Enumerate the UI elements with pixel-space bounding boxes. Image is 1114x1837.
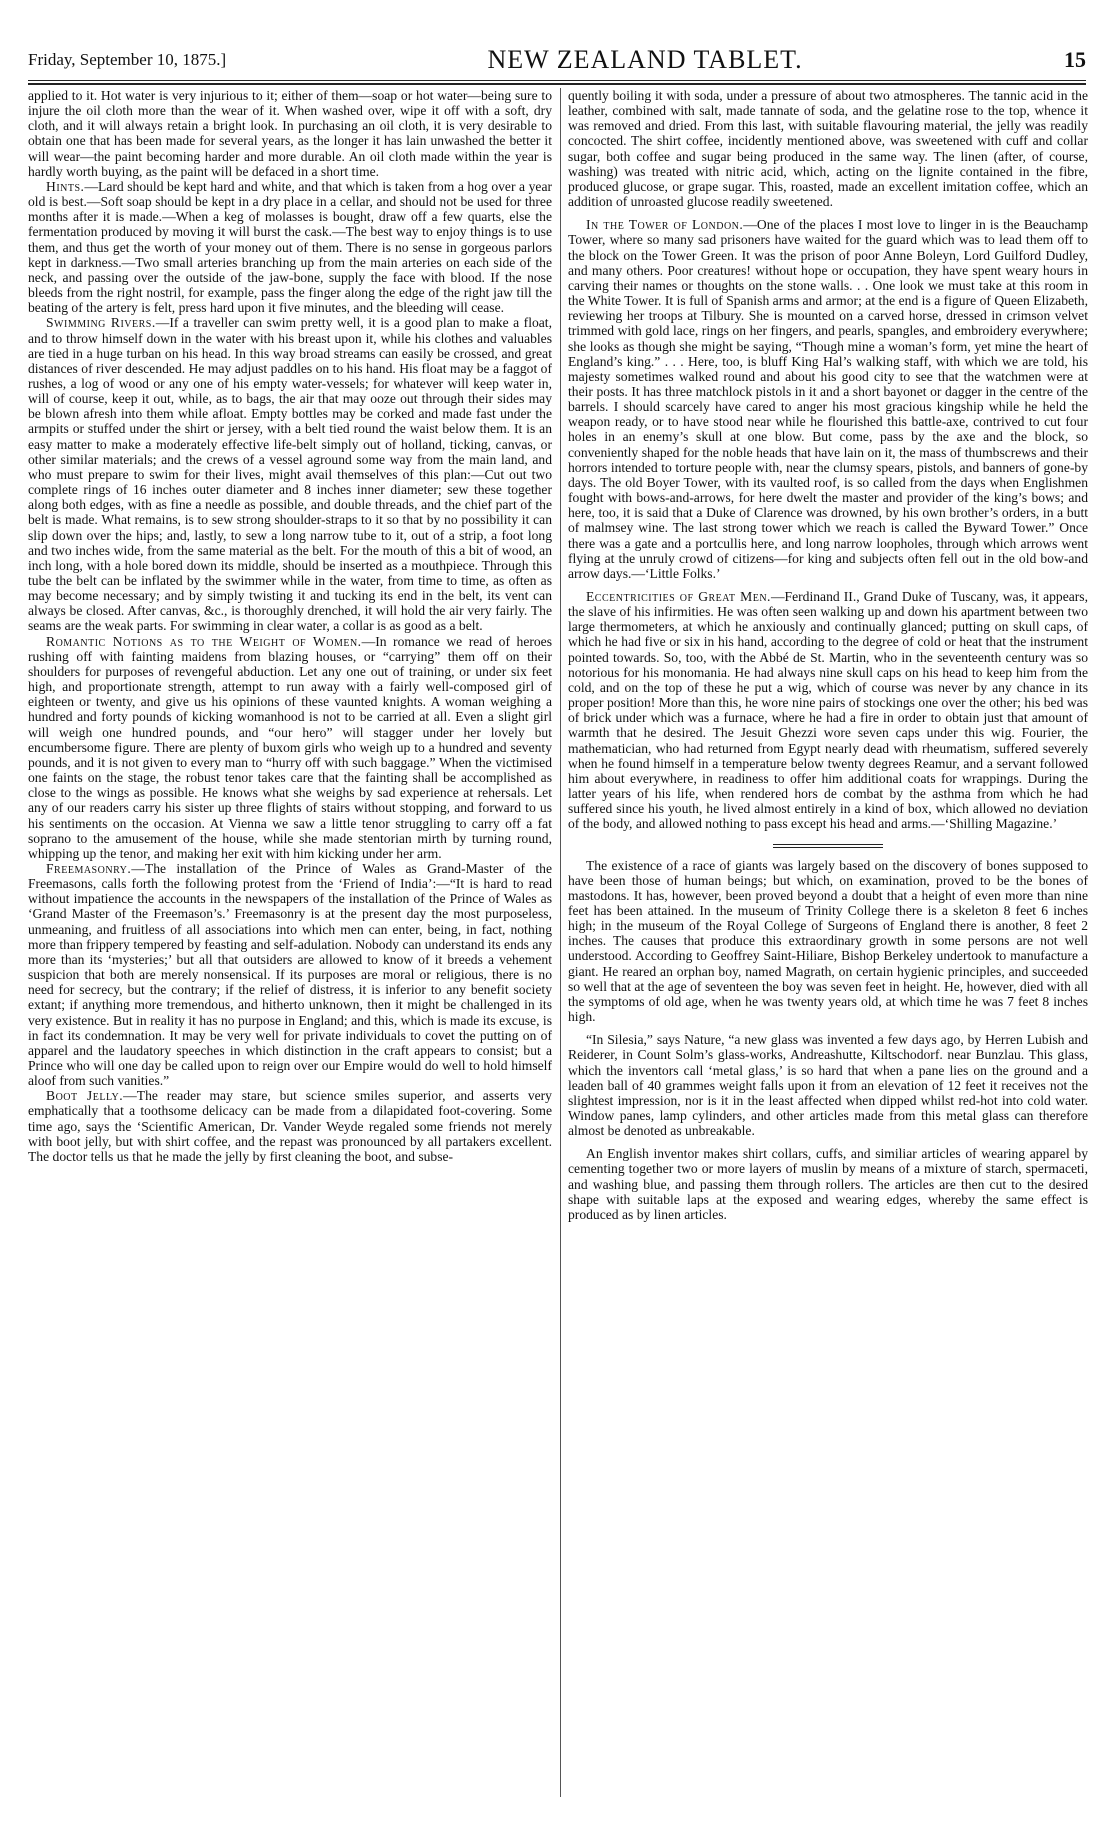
article-heading: In the Tower of London. [586, 217, 744, 233]
masthead-title: NEW ZEALAND TABLET. [487, 45, 803, 74]
page-header [28, 38, 1086, 82]
article-romantic-notions: Romantic Notions as to the Weight of Women.—In romance we read of heroes rushing off with fainting maidens from blazing houses, or “carrying” them off on their shoulders for purposes of revengeful abduction. Let any one out of training, or under six feet high, and proportionate strength, attempt to run away with a fairly well-composed girl of eighteen or twenty, and give us his opinions of these vaunted knights. A woman weighing a hundred and forty pounds of kicking womanhood is not to be carried at all. Even a slight girl will weigh one hundred pounds, and “our hero” will stagger under her lovely but encumbersome figure. There are plenty of buxom girls who weigh up to a hundred and seventy pounds, and it is not given to every man to “hurry off with such baggage.” When the victimised one faints on the stage, the robust tenor takes care that the fainting shall be accomplished as close to the wings as possible. He knows what she weighs by sad experience at rehersals. Let any of our readers carry his sister up three flights of stairs without stopping, and forward to us his sentiments on the occasion. At Vienna we saw a little tenor struggling to carry off a fat soprano to the amusement of the house, while she made stentorian mirth by turning round, whipping up the tenor, and making her exit with him kicking under her arm. [28, 633, 552, 861]
header-rule [28, 80, 1086, 81]
article-metal-glass: “In Silesia,” says Nature, “a new glass was invented a few days ago, by Herren Lubish and Reiderer, in Count Solm’s glass-works, Andreashutte, Kiltschodorf. near Bunzlau. This glass, which the inventors call ‘metal glass,’ is so hard that when a pane lies on the ground and a leaden ball of 40 grammes weight falls upon it from an elevation of 12 feet it receives not the slightest impression, nor is it in the least affected when dipped whilst red-hot into cold water. Window panes, lamp cylinders, and other articles made from this metal glass can therefore almost be denoted as unbreakable. [568, 1032, 1088, 1139]
article-heading: Freemasonry. [46, 860, 132, 876]
article-heading: Eccentricities of Great Men. [586, 589, 771, 604]
article-freemasonry: Freemasonry.—The installation of the Prince of Wales as Grand-Master of the Freemasons, calls forth the following protest from the ‘Friend of India’:—“It is hard to read without impatience the accounts in the newspapers of the installation of the Prince of Wales as ‘Grand Master of the Freemason’s.’ Freemasonry is at the present day the most purposeless, unmeaning, and fruitless of all associations into which men can enter, being, in fact, nothing more than frippery tempered by feasting and self-adulation. Nobody can understand its ends any more than its ‘mysteries;’ but all that outsiders are allowed to know of it breeds a vehement suspicion that both are merely nonsensical. If its purposes are moral or religious, there is no need for secrecy, but the contrary; if the relief of distress, it is inferior to any benefit society extant; if anything more tremendous, and hitherto unknown, then it might be challenged in its very existence. But in reality it has no purpose in England; and this, which is made its excuse, is in fact its condemnation. It may be very well for private individuals to covet the putting on of apparel and the laudatory speeches in which distinction in the craft appears to consist; but a Prince who will one day be called upon to reign over our Empire would do well to hold himself aloof from such vanities.” [28, 860, 552, 1089]
article-oil-cloth-continued: applied to it. Hot water is very injurious to it; either of them—soap or hot water—being sure to injure the oil cloth more than the wear of it. When washed over, wipe it off with a soft, dry cloth, and it will always retain a bright look. In purchasing an oil cloth, it is very desirable to obtain one that has been made for several years, as the longer it has lain unwashed the better it will wear—the paint becoming harder and more durable. An oil cloth made within the year is hardly worth buying, as the paint will be defaced in a short time. [28, 88, 552, 179]
page-number: 15 [1063, 47, 1086, 72]
article-shirt-collars: An English inventor makes shirt collars, cuffs, and similiar articles of wearing apparel by cementing together two or more layers of muslin by means of a mixture of starch, spermaceti, and washing blue, and passing them through rollers. The articles are then cut to the desired shape with suitable laps at the exposed and wearing edges, whereby the same effect is produced as by linen articles. [568, 1146, 1088, 1222]
column-divider [560, 88, 561, 1797]
article-heading: Hints. [46, 178, 85, 194]
article-boot-jelly-continued: quently boiling it with soda, under a pressure of about two atmospheres. The tannic acid in the leather, combined with salt, made tannate of soda, and the gelatine rose to the top, whence it was removed and dried. From this last, with suitable flavouring material, the jelly was readily concocted. The shirt coffee, incidently mentioned above, was sweetened with cuff and collar sugar, both coffee and sugar being produced in the same way. The linen (after, of course, washing) was treated with nitric acid, which, acting on the lignite contained in the fibre, produced glucose, or grape sugar. This, roasted, made an excellent imitation coffee, which an addition of unroasted glucose readily sweetened. [568, 88, 1088, 210]
right-column [568, 88, 1088, 1797]
article-boot-jelly: Boot Jelly.—The reader may stare, but science smiles superior, and asserts very emphatically that a toothsome delicacy can be made from a dilapidated foot-covering. Some time ago, says the ‘Scientific American, Dr. Vander Weyde regaled some friends not merely with boot jelly, but with shirt coffee, and the repast was pronounced by all partakers excellent. The doctor tells us that he made the jelly by first cleaning the boot, and subse- [28, 1088, 552, 1164]
article-swimming-rivers: Swimming Rivers.—If a traveller can swim pretty well, it is a good plan to make a float, and to throw himself down in the water with his breast upon it, while his clothes and valuables are tied in a huge turban on his head. In this way broad streams can easily be crossed, and great distances of river descended. He may adjust paddles on to his hand. His float may be a faggot of rushes, a log of wood or any one of his empty water-vessels; for whatever will keep water in, will of course, keep it out, while, as to bags, the air that may ooze out through their sides may be blown afresh into them while afloat. Empty bottles may be corked and made fast under the armpits or stuffed under the shirt or jersey, with a belt tied round the waist below them. It is an easy matter to make a moderately effective life-belt simply out of holland, ticking, canvas, or other similar materials; and the crews of a vessel aground some way from the main land, and who must prepare to swim for their lives, might avail themselves of this plan:—Cut out two complete rings of 16 inches outer diameter and 8 inches inner diameter; sew these together along both edges, with as fine a needle as possible, and double threads, and the chief part of the belt is made. What remains, is to sew strong shoulder-straps to it so that by no possibility it can slip down over the hips; and, lastly, to sew a long narrow tube to it, out of a strip, a foot long and two inches wide, from the same material as the belt. For the mouth of this a bit of wood, an inch long, with a hole bored down its middle, should be inserted as a mouthpiece. Through this tube the belt can be inflated by the swimmer while in the water, from time to time, as often as may become necessary; and by simply twisting it and tucking its end in the belt, its vent can always be closed. After canvas, &c., is thoroughly drenched, it will hold the air very fairly. The seams are the weak parts. For swimming in clear water, a collar is as good as a belt. [28, 315, 552, 634]
article-heading: Boot Jelly. [46, 1088, 124, 1104]
article-tower-of-london: In the Tower of London.—One of the places I most love to linger in is the Beauchamp Tower, where so many sad prisoners have waited for the guard which was to lead them off to the block on the Tower Green. It was the prison of poor Anne Boleyn, Lord Guilford Dudley, and many others. Poor creatures! without hope or occupation, they have spent weary hours in carving their names or thoughts on the stone walls. . . One look we must take at this room in the White Tower. It is full of Spanish arms and armor; at the end is a figure of Queen Elizabeth, reviewing her troops at Tilbury. She is mounted on a carved horse, dressed in crimson velvet trimmed with gold lace, rings on her fingers, and pearls, spangles, and embroidery everywhere; she looks as though she might be saying, “Though mine a woman’s form, yet mine the heart of England’s king.” . . . Here, too, is bluff King Hal’s walking staff, with which we are told, his majesty sometimes walked round and about his good city to see that the watchmen were at their posts. It has three matchlock pistols in it and a short bayonet or dagger in the centre of the barrels. I should scarcely have cared to anger his most gracious kingship while he held the weapon ready, or to have stood near while he flourished this battle-axe, contrived to cut four holes in an enemy’s skull at one blow. But come, pass by the axe and the block, so conveniently shaped for the noble heads that have lain on it, the mass of thumbscrews and their horrors intended to torture people with, near the clumsy spears, pistols, and banners of gone-by days. The old Boyer Tower, with its vaulted roof, is so called from the days when Englishmen fought with bows-and-arrows, for here dwelt the master and provider of the king’s bows; and here, too, it is said that a Duke of Clarence was drowned, by his own brother’s orders, in a butt of malmsey wine. The last strong tower which we reach is called the Byward Tower.” Once there was a gate and a portcullis here, and long narrow loopholes, through which arrows went flying at the unruly crowd of citizens—for king and subjects often fell out in the old bow-and arrow days.—‘Little Folks.’ [568, 217, 1088, 581]
left-column [28, 88, 552, 1797]
header-rule-thick [28, 83, 1086, 85]
article-eccentricities: Eccentricities of Great Men.—Ferdinand II., Grand Duke of Tuscany, was, it appears, the slave of his infirmities. He was often seen walking up and down his apartment between two large thermometers, at which he anxiously and continually glanced; putting on skull caps, of which he had five or six in his hand, according to the degree of cold or heat that the instrument pointed towards. So, too, with the Abbé de St. Martin, who in the seventeenth century was so notorious for his monomania. He had always nine skull caps on his head to keep him from the cold, and on the top of these he put a wig, which of course was never by any chance in its proper position! More than this, he wore nine pairs of stockings one over the other; his bed was of brick under which was a furnace, where he had a fire in order to obtain just that amount of warmth that he desired. The Jesuit Ghezzi wore seven caps under this wig. Fourier, the mathematician, who had returned from Egypt nearly dead with rheumatism, suffered severely when he found himself in a temperature below twenty degrees Reamur, and a servant followed him about everywhere, in readiness to offer him additional coats for wrappings. During the latter years of his life, when rendered hors de combat by the asthma from which he had suffered since his youth, he lived almost entirely in a kind of box, which allowed no deviation of the body, and allowed nothing to pass except his head and arms.—‘Shilling Magazine.’ [568, 589, 1088, 832]
article-hints: Hints.—Lard should be kept hard and white, and that which is taken from a hog over a year old is best.—Soft soap should be kept in a dry place in a cellar, and should not be used for three months after it is made.—When a keg of molasses is bought, draw off a few quarts, else the fermentation produced by moving it will burst the cask.—The best way to enjoy things is to use them, and thus get the worth of your money out of them. There is no sense in gorgeous parlors kept in darkness.—Two small arteries branching up from the main arteries on each side of the neck, and passing over the outside of the jaw-bone, supply the face with blood. If the nose bleeds from the right nostril, for example, pass the finger along the edge of the right jaw till the beating of the artery is felt, press hard upon it five minutes, and the bleeding will cease. [28, 178, 552, 316]
article-giants: The existence of a race of giants was largely based on the discovery of bones supposed to have been those of human beings; but which, on examination, proved to be the bones of mastodons. It has, however, been proved beyond a doubt that a height of even more than nine feet has been attained. In the museum of Trinity College there is a skeleton 8 feet 6 inches high; in the museum of the Royal College of Surgeons of England there is another, 8 feet 2 inches. The causes that produce this extraordinary growth in some persons are not well understood. According to Geoffrey Saint-Hiliare, Bishop Berkeley undertook to manufacture a giant. He reared an orphan boy, named Magrath, on certain hygienic principles, and succeeded so well that at the age of seventeen the boy was seven feet in height. He, however, died with all the symptoms of old age, when he was twenty years old, at which time he was 7 feet 8 inches high. [568, 857, 1088, 1025]
article-heading: Swimming Rivers. [46, 315, 156, 331]
issue-date: Friday, September 10, 1875.] [28, 50, 227, 69]
section-separator [773, 844, 883, 848]
article-heading: Romantic Notions as to the Weight of Women. [46, 633, 362, 649]
